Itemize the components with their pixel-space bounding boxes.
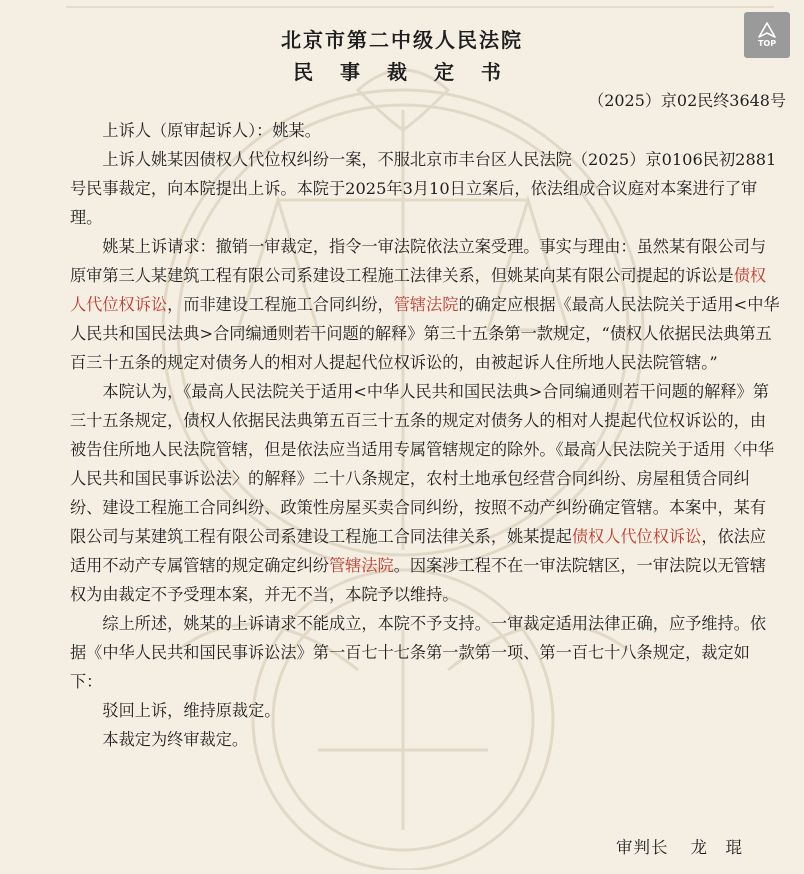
paragraph-text: ，而非建设工程施工合同纠纷， <box>167 295 394 314</box>
paragraph <box>70 696 782 725</box>
highlighted-term: 债权人代位权诉讼 <box>70 266 767 314</box>
back-to-top-label: TOP <box>757 39 777 48</box>
back-to-top-button[interactable] <box>744 12 790 58</box>
paragraph <box>70 116 782 145</box>
paragraph-text: 上诉人（原审起诉人）：姚某。 <box>102 121 321 140</box>
paragraph <box>70 725 782 754</box>
paragraph-text: 姚某上诉请求：撤销一审裁定，指令一审法院依法立案受理。事实与理由：虽然某有限公司与原审第三人某建筑工程有限公司系建设工程施工法律关系，但姚某向某有限公司提起的诉讼是 <box>70 237 767 285</box>
paragraph-text: 本裁定为终审裁定。 <box>102 730 249 749</box>
paragraph-text: 驳回上诉，维持原裁定。 <box>102 701 281 720</box>
paragraph-text: 的确定应根据《最高人民法院关于适用<中华人民共和国民法典>合同编通则若干问题的解释》第三十五条第一款规定，“债权人依据民法典第五百三十五条的规定对债务人的相对人提起代位权诉讼的，由被起诉人住所地人民法院管辖。” <box>70 295 780 372</box>
top-rule <box>66 6 774 8</box>
ruling-body <box>70 116 782 754</box>
paragraph <box>70 377 782 609</box>
paragraph <box>70 609 782 696</box>
paragraph-text: 综上所述，姚某的上诉请求不能成立，本院不予支持。一审裁定适用法律正确，应予维持。依据《中华人民共和国民事诉讼法》第一百七十七条第一款第一项、第一百七十八条规定，裁定如下： <box>70 614 767 691</box>
paragraph-text: 。因案涉工程不在一审法院辖区，一审法院以无管辖权为由裁定不予受理本案，并无不当，本院予以维持。 <box>70 556 767 604</box>
highlighted-term: 管辖法院 <box>329 556 394 575</box>
highlighted-term: 管辖法院 <box>393 295 459 314</box>
paragraph <box>70 232 782 377</box>
highlighted-term: 债权人代位权诉讼 <box>571 527 702 546</box>
paragraph <box>70 145 782 232</box>
paragraph-text: 本院认为，《最高人民法院关于适用<中华人民共和国民法典>合同编通则若干问题的解释》第三十五条规定，债权人依据民法典第五百三十五条的规定对债务人的相对人提起代位权诉讼的，由被告住所地人民法院管辖，但是依法应当适用专属管辖规定的除外。《最高人民法院关于适用〈中华人民共和国民事诉讼法〉的解释》二十八条规定，农村土地承包经营合同纠纷、房屋租赁合同纠纷、建设工程施工合同纠纷、政策性房屋买卖合同纠纷，按照不动产纠纷确定管辖。本案中，某有限公司与某建筑工程有限公司系建设工程施工合同法律关系，姚某提起 <box>70 382 775 546</box>
paragraph-text: 上诉人姚某因债权人代位权纠纷一案，不服北京市丰台区人民法院（2025）京0106民初2881号民事裁定，向本院提出上诉。本院于2025年3月10日立案后，依法组成合议庭对本案进行了审理。 <box>70 150 777 227</box>
signature-line <box>616 834 743 858</box>
signature-name: 龙 琨 <box>690 838 743 857</box>
arrow-up-icon <box>758 22 776 38</box>
case-number: （2025）京02民终3648号 <box>588 91 786 110</box>
paragraph-text: ，依法应适用不动产专属管辖的规定确定纠纷 <box>70 527 767 575</box>
signature-title: 审判长 <box>616 838 669 857</box>
court-name: 北京市第二中级人民法院 <box>281 28 523 52</box>
document-type-title: 民 事 裁 定 书 <box>293 60 511 84</box>
